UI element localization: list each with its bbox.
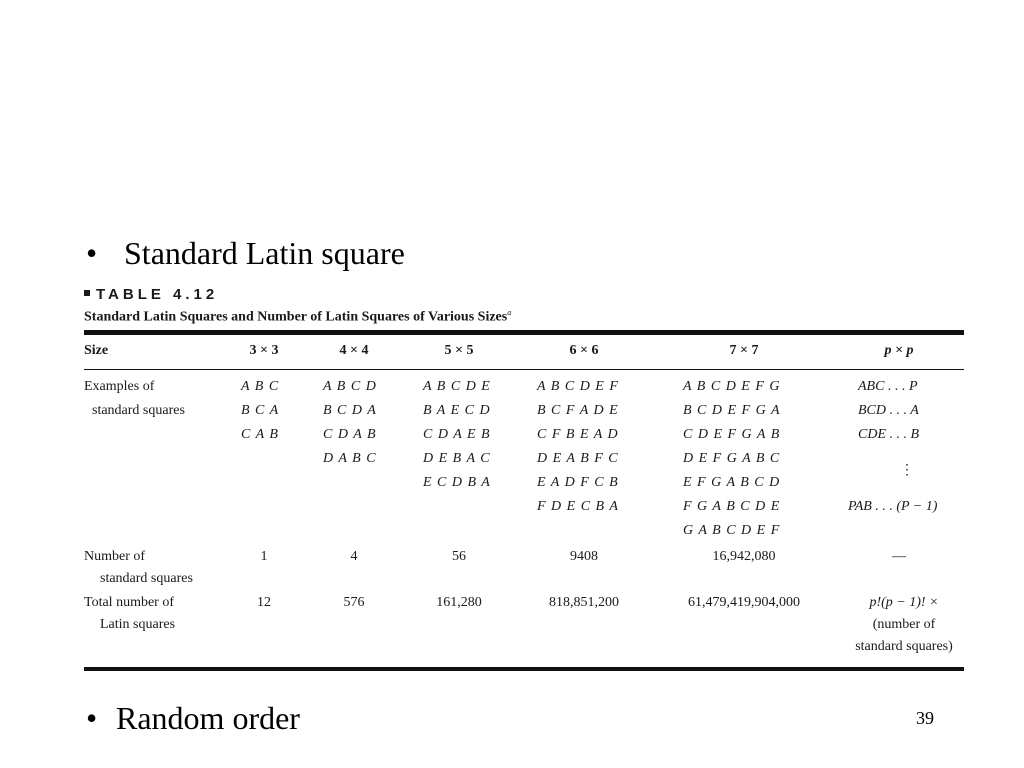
square-row: C D A E B xyxy=(423,427,491,442)
footnote-mark: a xyxy=(507,308,512,317)
square-row: C D A B xyxy=(323,427,377,442)
bullet-standard-latin-square xyxy=(86,237,405,269)
column-header-6x6: 6 × 6 xyxy=(569,343,599,358)
square-row: C A B xyxy=(241,427,279,442)
bullet-random-order xyxy=(86,702,300,734)
total-value: standard squares) xyxy=(855,639,953,654)
total-value: p!(p − 1)! × xyxy=(869,595,939,610)
square-marker-icon xyxy=(84,290,90,296)
square-row: F D E C B A xyxy=(537,499,619,514)
number-value: 4 xyxy=(350,549,358,564)
square-row: A B C D E F xyxy=(537,379,619,394)
column-header-7x7: 7 × 7 xyxy=(729,343,759,358)
square-row: C D E F G A B xyxy=(683,427,781,442)
square-row: A B C D E xyxy=(423,379,491,394)
column-header-pxp: p × p xyxy=(884,343,914,358)
square-row: E C D B A xyxy=(423,475,491,490)
examples-label: Examples of xyxy=(84,379,155,394)
total-value: (number of xyxy=(872,617,936,632)
square-row: G A B C D E F xyxy=(683,523,781,538)
column-header-3x3: 3 × 3 xyxy=(249,343,279,358)
square-row: B C D A xyxy=(323,403,377,418)
number-value: — xyxy=(892,549,906,564)
square-row: CDE . . . B xyxy=(858,427,920,442)
number-value: 9408 xyxy=(570,549,598,564)
table-caption: Standard Latin Squares and Number of Latin Squares of Various Sizes$^a$ xyxy=(84,308,512,325)
square-row: D E F G A B C xyxy=(683,451,781,466)
table-bottom-rule xyxy=(84,667,964,671)
column-header-4x4: 4 × 4 xyxy=(339,343,369,358)
square-row: B A E C D xyxy=(423,403,491,418)
square-row: D E B A C xyxy=(423,451,491,466)
total-value: 61,479,419,904,000 xyxy=(688,595,800,610)
bullet-dot: • xyxy=(86,235,98,271)
square-row: B C F A D E xyxy=(537,403,619,418)
square-row: BCD . . . A xyxy=(858,403,919,418)
total-value: 576 xyxy=(343,595,365,610)
bullet-dot: • xyxy=(86,700,98,736)
square-row: A B C xyxy=(241,379,280,394)
square-row: D E A B F C xyxy=(537,451,619,466)
square-row: E F G A B C D xyxy=(683,475,781,490)
page-number: 39 xyxy=(916,708,934,728)
square-row: D A B C xyxy=(323,451,377,466)
latin-squares-table-figure xyxy=(84,284,964,705)
number-label: standard squares xyxy=(100,571,193,586)
total-value: 818,851,200 xyxy=(549,595,619,610)
square-row: A B C D E F G xyxy=(683,379,781,394)
square-row: B C A xyxy=(241,403,280,418)
number-value: 1 xyxy=(260,549,268,564)
table-number: TABLE 4.12 xyxy=(84,284,964,304)
total-value: 12 xyxy=(257,595,271,610)
total-label: Latin squares xyxy=(100,617,176,632)
square-row: E A D F C B xyxy=(537,475,619,490)
bullet-text: Random order xyxy=(116,700,300,736)
number-value: 16,942,080 xyxy=(712,549,776,564)
square-row: A B C D xyxy=(323,379,377,394)
square-row: PAB . . . (P − 1) xyxy=(848,499,938,514)
total-label: Total number of xyxy=(84,595,174,610)
square-row: B C D E F G A xyxy=(683,403,781,418)
number-label: Number of xyxy=(84,549,146,564)
vertical-ellipsis: ⋮ xyxy=(900,463,914,478)
header-rule xyxy=(84,369,964,370)
square-row: ABC . . . P xyxy=(858,379,918,394)
column-header-size: Size xyxy=(84,343,109,358)
bullet-text: Standard Latin square xyxy=(124,235,405,271)
table-body xyxy=(84,335,964,705)
square-row: C F B E A D xyxy=(537,427,619,442)
total-value: 161,280 xyxy=(436,595,482,610)
number-value: 56 xyxy=(452,549,466,564)
examples-label: standard squares xyxy=(92,403,185,418)
column-header-5x5: 5 × 5 xyxy=(444,343,474,358)
square-row: F G A B C D E xyxy=(683,499,781,514)
